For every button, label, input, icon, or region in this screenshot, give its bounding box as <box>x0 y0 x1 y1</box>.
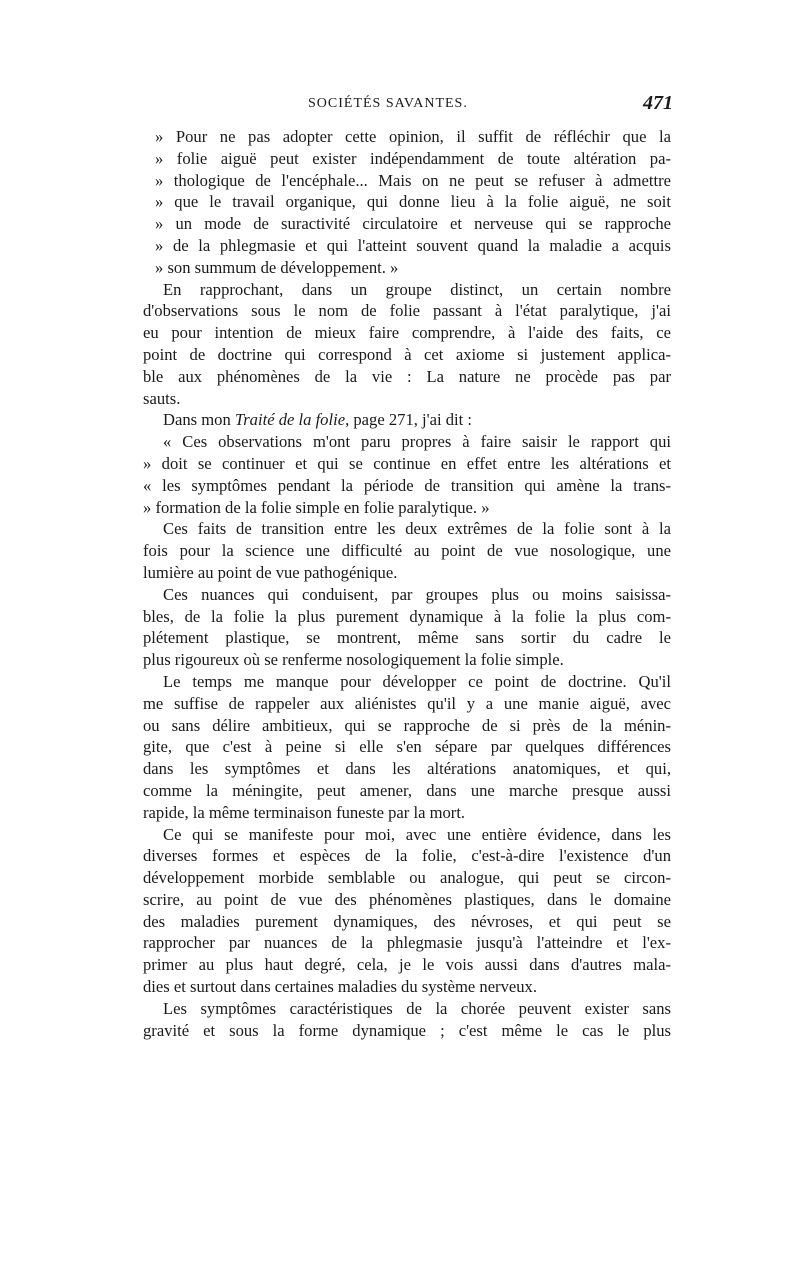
text-line: ou sans délire ambitieux, qui se rapproche de si près de la ménin- <box>143 715 671 735</box>
text-line: plus rigoureux où se renferme nosologiquement la folie simple. <box>143 650 564 670</box>
text-line: me suffise de rappeler aux aliénistes qu'il y a une manie aiguë, avec <box>143 693 671 713</box>
page-number: 471 <box>643 92 673 114</box>
text-line: » doit se continuer et qui se continue en effet entre les altérations et <box>143 453 671 473</box>
page-header <box>138 92 673 120</box>
text-line: bles, de la folie la plus purement dynamique à la folie la plus com- <box>143 606 671 626</box>
text-line: » un mode de suractivité circulatoire et nerveuse qui se rapproche <box>155 214 671 234</box>
text-line: » son summum de développement. » <box>155 257 399 277</box>
text-line: d'observations sous le nom de folie passant à l'état paralytique, j'ai <box>143 301 671 321</box>
text-line: sauts. <box>143 388 181 408</box>
text-line: rapide, la même terminaison funeste par la mort. <box>143 802 466 822</box>
text-line: fois pour la science une difficulté au point de vue nosologique, une <box>143 541 671 561</box>
text-line: lumière au point de vue pathogénique. <box>143 562 398 582</box>
text-line: dans les symptômes et dans les altérations anatomiques, et qui, <box>143 759 671 779</box>
text-line: scrire, au point de vue des phénomènes plastiques, dans le domaine <box>143 889 671 909</box>
text-line: Dans mon Traité de la folie, page 271, j'ai dit : <box>163 410 473 430</box>
text-line: point de doctrine qui correspond à cet axiome si justement applica- <box>143 344 671 364</box>
text-line: Ce qui se manifeste pour moi, avec une entière évidence, dans les <box>163 824 671 844</box>
text-line: développement morbide semblable ou analogue, qui peut se circon- <box>143 868 671 888</box>
text-line: » folie aiguë peut exister indépendamment de toute altération pa- <box>155 148 671 168</box>
text-line: « les symptômes pendant la période de transition qui amène la trans- <box>143 475 671 495</box>
text-line: gite, que c'est à peine si elle s'en sépare par quelques différences <box>143 737 671 757</box>
text-line: des maladies purement dynamiques, des névroses, et qui peut se <box>143 911 671 931</box>
text-line: » formation de la folie simple en folie paralytique. » <box>143 497 490 517</box>
text-line: ble aux phénomènes de la vie : La nature ne procède pas par <box>143 366 671 386</box>
text-line: diverses formes et espèces de la folie, c'est-à-dire l'existence d'un <box>143 846 671 866</box>
text-line: Le temps me manque pour développer ce point de doctrine. Qu'il <box>163 671 671 691</box>
text-line: « Ces observations m'ont paru propres à faire saisir le rapport qui <box>163 432 671 452</box>
text-line: Ces faits de transition entre les deux extrêmes de la folie sont à la <box>163 519 671 539</box>
text-line: comme la méningite, peut amener, dans une marche presque aussi <box>143 780 671 800</box>
text-line: gravité et sous la forme dynamique ; c'est même le cas le plus <box>143 1020 671 1040</box>
text-line: dies et surtout dans certaines maladies du système nerveux. <box>143 977 537 997</box>
body-text <box>143 126 671 1041</box>
text-line: Les symptômes caractéristiques de la chorée peuvent exister sans <box>163 998 671 1018</box>
text-line: En rapprochant, dans un groupe distinct, un certain nombre <box>163 279 671 299</box>
text-line: » thologique de l'encéphale... Mais on ne peut se refuser à admettre <box>155 170 671 190</box>
running-title: SOCIÉTÉS SAVANTES. <box>308 96 468 111</box>
text-line: Ces nuances qui conduisent, par groupes plus ou moins saisissa- <box>163 584 671 604</box>
text-line: eu pour intention de mieux faire comprendre, à l'aide des faits, ce <box>143 323 671 343</box>
text-line: rapprocher par nuances de la phlegmasie jusqu'à l'atteindre et l'ex- <box>143 933 671 953</box>
text-line: plétement plastique, se montrent, même sans sortir du cadre le <box>143 628 671 648</box>
text-line: primer au plus haut degré, cela, je le vois aussi dans d'autres mala- <box>143 955 671 975</box>
text-line: » que le travail organique, qui donne lieu à la folie aiguë, ne soit <box>155 192 671 212</box>
text-line: » de la phlegmasie et qui l'atteint souvent quand la maladie a acquis <box>155 235 671 255</box>
text-line: » Pour ne pas adopter cette opinion, il suffit de réfléchir que la <box>155 127 671 146</box>
